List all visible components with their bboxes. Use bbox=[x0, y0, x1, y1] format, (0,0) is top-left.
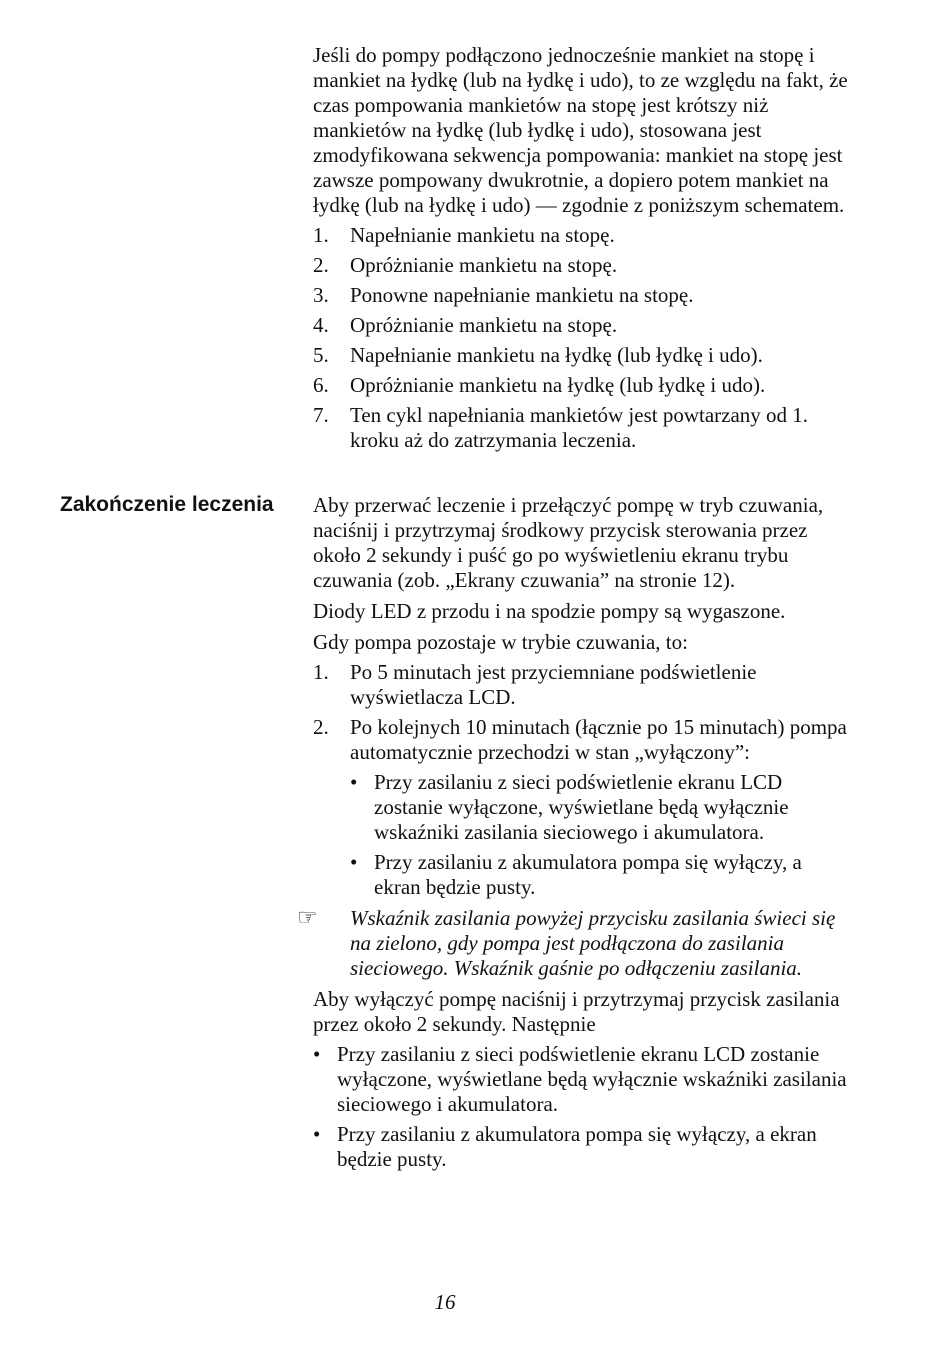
note-text: Wskaźnik zasilania powyżej przycisku zasilania świeci się na zielono, gdy pompa jest podłączona do zasilania sieciowego. Wskaźnik gaśnie po odłączeniu zasilania. bbox=[350, 906, 836, 980]
section-heading: Zakończenie leczenia bbox=[60, 493, 274, 516]
standby-steps-list bbox=[313, 660, 848, 900]
list-text: Po 5 minutach jest przyciemniane podświetlenie wyświetlacza LCD. bbox=[350, 660, 757, 709]
list-item bbox=[313, 343, 848, 368]
bullet-icon: • bbox=[350, 770, 358, 794]
standby-intro: Gdy pompa pozostaje w trybie czuwania, to: bbox=[313, 630, 688, 654]
list-item bbox=[313, 373, 848, 398]
poweroff-bullet-list bbox=[313, 1042, 848, 1172]
list-text: Opróżnianie mankietu na stopę. bbox=[350, 313, 618, 337]
list-text: Napełnianie mankietu na stopę. bbox=[350, 223, 615, 247]
bullet-item bbox=[350, 770, 848, 845]
list-number: 7. bbox=[313, 403, 329, 427]
list-item bbox=[313, 223, 848, 248]
list-text: Ten cykl napełniania mankietów jest powtarzany od 1. kroku aż do zatrzymania leczenia. bbox=[350, 403, 809, 452]
list-item bbox=[313, 313, 848, 338]
list-text: Napełnianie mankietu na łydkę (lub łydkę i udo). bbox=[350, 343, 763, 367]
list-number: 4. bbox=[313, 313, 329, 337]
main-text-column bbox=[313, 43, 848, 453]
list-number: 1. bbox=[313, 223, 329, 247]
list-item bbox=[313, 403, 848, 453]
standby-bullet-list bbox=[350, 770, 848, 900]
sequence-list bbox=[313, 223, 848, 453]
section-body bbox=[297, 493, 848, 1172]
list-text: Ponowne napełnianie mankietu na stopę. bbox=[350, 283, 694, 307]
poweroff-paragraph: Aby wyłączyć pompę naciśnij i przytrzymaj przycisk zasilania przez około 2 sekundy. Następnie bbox=[313, 987, 840, 1036]
list-number: 2. bbox=[313, 253, 329, 277]
list-number: 1. bbox=[313, 660, 329, 684]
list-item bbox=[313, 283, 848, 308]
list-number: 2. bbox=[313, 715, 329, 739]
list-item bbox=[313, 660, 848, 710]
bullet-text: Przy zasilaniu z akumulatora pompa się wyłączy, a ekran będzie pusty. bbox=[337, 1122, 817, 1171]
list-number: 3. bbox=[313, 283, 329, 307]
bullet-text: Przy zasilaniu z sieci podświetlenie ekranu LCD zostanie wyłączone, wyświetlane będą wyłącznie wskaźniki zasilania sieciowego i akumulatora. bbox=[337, 1042, 847, 1116]
list-number: 6. bbox=[313, 373, 329, 397]
bullet-text: Przy zasilaniu z akumulatora pompa się wyłączy, a ekran będzie pusty. bbox=[374, 850, 802, 899]
bullet-item bbox=[313, 1122, 848, 1172]
list-text: Po kolejnych 10 minutach (łącznie po 15 minutach) pompa automatycznie przechodzi w stan „wyłączony”: bbox=[350, 715, 847, 764]
intro-paragraph: Jeśli do pompy podłączono jednocześnie mankiet na stopę i mankiet na łydkę (lub na łydkę i udo), to ze względu na fakt, że czas pompowania mankietów na stopę jest krótszy niż mankietów na łydkę (lub łydkę i udo), stosowana jest zmodyfikowana sekwencja pompowania: mankiet na stopę jest zawsze pompowany dwukrotnie, a dopiero potem mankiet na łydkę (lub na łydkę i udo) — zgodnie z poniższym schematem. bbox=[313, 43, 848, 217]
standby-paragraph: Aby przerwać leczenie i przełączyć pompę w tryb czuwania, naciśnij i przytrzymaj środkowy przycisk sterowania przez około 2 sekundy i puść go po wyświetleniu ekranu trybu czuwania (zob. „Ekrany czuwania” na stronie 12). bbox=[313, 493, 824, 592]
bullet-icon: • bbox=[313, 1042, 321, 1066]
list-text: Opróżnianie mankietu na łydkę (lub łydkę i udo). bbox=[350, 373, 766, 397]
list-text: Opróżnianie mankietu na stopę. bbox=[350, 253, 618, 277]
bullet-text: Przy zasilaniu z sieci podświetlenie ekranu LCD zostanie wyłączone, wyświetlane będą wyłącznie wskaźniki zasilania sieciowego i akumulatora. bbox=[374, 770, 789, 844]
bullet-icon: • bbox=[350, 850, 358, 874]
page-number: 16 bbox=[434, 1290, 456, 1314]
bullet-item bbox=[350, 850, 848, 900]
list-item bbox=[313, 715, 848, 900]
bullet-item bbox=[313, 1042, 848, 1117]
bullet-icon: • bbox=[313, 1122, 321, 1146]
note-block bbox=[297, 905, 848, 981]
pointing-hand-icon: ☞ bbox=[297, 905, 318, 931]
list-item bbox=[313, 253, 848, 278]
led-paragraph: Diody LED z przodu i na spodzie pompy są wygaszone. bbox=[313, 599, 786, 623]
list-number: 5. bbox=[313, 343, 329, 367]
